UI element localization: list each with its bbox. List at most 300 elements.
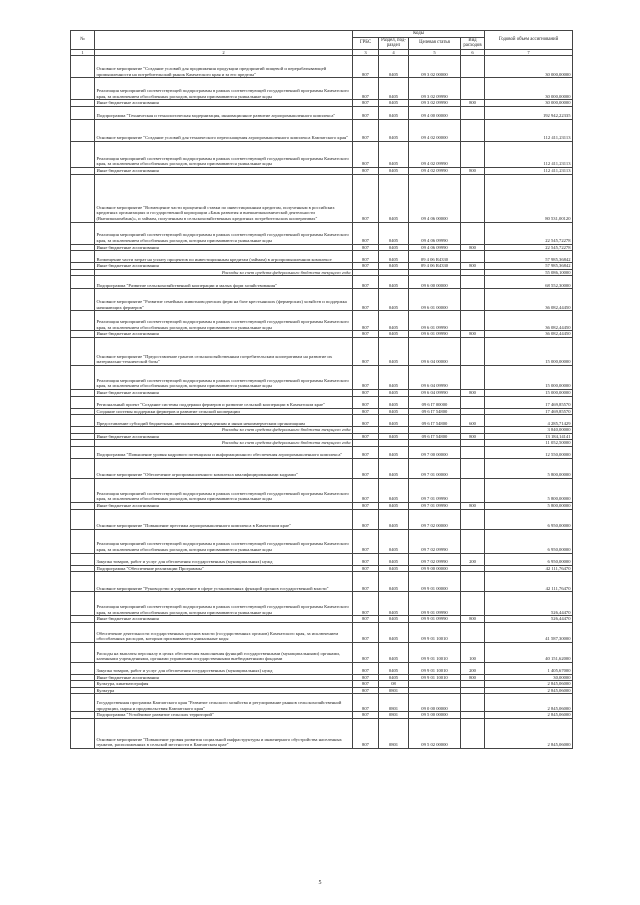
row-vr-cell xyxy=(461,427,485,434)
row-name-cell: Основное мероприятие "Возмещение части процентной ставки по инвестиционным кредитам, полученным в российских кредитных организациях и государственной корпорации «Банк развития и внешнеэкономической деятельности (Внешэкономбанк)», и займам, полученным в сельскохозяйственных кредитных потребительских кооперативах" xyxy=(95,174,353,222)
row-vr-cell xyxy=(461,681,485,688)
page-number: 5 xyxy=(318,880,322,886)
row-csr-cell: 09 6 04 00000 xyxy=(409,337,461,365)
row-name-cell: Расходы за счет средств федерального бюджета текущего года xyxy=(95,269,353,276)
row-csr-cell: 09 6 I7 54800 xyxy=(409,408,461,415)
row-grbs-cell: 807 xyxy=(353,119,379,141)
row-number-cell xyxy=(71,433,95,440)
row-sum-cell: 57 985,36842 xyxy=(485,251,573,263)
row-name-cell: Основное мероприятие "Повышение уровня развития социальной инфраструктуры и инженерного обустройства населенных пунктов, расположенных в сельской местности в Камчатском крае" xyxy=(95,719,353,749)
row-grbs-cell: 807 xyxy=(353,446,379,458)
row-name-cell: Подпрограмма "Развитие сельскохозяйственной кооперации и малых форм хозяйствования" xyxy=(95,276,353,289)
row-vr-cell xyxy=(461,408,485,415)
row-grbs-cell: 807 xyxy=(353,222,379,244)
row-grbs-cell: 807 xyxy=(353,694,379,712)
row-csr-cell: 09 7 01 09990 xyxy=(409,478,461,502)
row-number-cell xyxy=(71,276,95,289)
row-sum-cell: 2 845,06000 xyxy=(485,681,573,688)
row-razdel-cell: 0405 xyxy=(379,622,409,642)
row-grbs-cell: 807 xyxy=(353,106,379,119)
row-sum-cell: 6 950,00000 xyxy=(485,509,573,529)
row-number-cell xyxy=(71,509,95,529)
table-row xyxy=(71,616,573,623)
row-name-cell: Основное мероприятие "Обеспечение агропромышленного комплекса квалифицированными кадрами" xyxy=(95,458,353,478)
row-csr-cell: 09 6 04 09990 xyxy=(409,389,461,396)
row-name-cell: Подпрограмма "Обеспечение реализации Программы" xyxy=(95,565,353,572)
row-grbs-cell: 807 xyxy=(353,100,379,107)
row-csr-cell: 09 6 I7 54800 xyxy=(409,415,461,427)
row-razdel-cell: 0405 xyxy=(379,478,409,502)
row-grbs-cell: 807 xyxy=(353,408,379,415)
row-grbs-cell: 807 xyxy=(353,687,379,694)
row-number-cell xyxy=(71,440,95,447)
table-row xyxy=(71,687,573,694)
row-name-cell: Иные бюджетные ассигнования xyxy=(95,616,353,623)
row-vr-cell xyxy=(461,396,485,408)
row-grbs-cell: 807 xyxy=(353,56,379,78)
index-cell: 5 xyxy=(409,49,461,56)
row-name-cell: Иные бюджетные ассигнования xyxy=(95,674,353,681)
row-name-cell: Иные бюджетные ассигнования xyxy=(95,244,353,251)
row-sum-cell: 15 000,00000 xyxy=(485,389,573,396)
row-razdel-cell: 0405 xyxy=(379,572,409,592)
row-grbs-cell: 807 xyxy=(353,396,379,408)
row-sum-cell: 12 550,00000 xyxy=(485,446,573,458)
row-csr-cell: 09 4 06 00000 xyxy=(409,174,461,222)
row-vr-cell xyxy=(461,289,485,311)
row-csr-cell: 09 4 06 09990 xyxy=(409,222,461,244)
row-grbs-cell: 807 xyxy=(353,433,379,440)
row-number-cell xyxy=(71,502,95,509)
table-row xyxy=(71,642,573,662)
row-sum-cell: 526,44470 xyxy=(485,592,573,616)
table-row xyxy=(71,331,573,338)
row-name-cell: Реализация мероприятий соответствующей подпрограммы в рамках соответствующей государственной программы Камчатского края, за исключением обособленных расходов, которым присваиваются уникальные коды xyxy=(95,311,353,331)
table-row xyxy=(71,502,573,509)
row-vr-cell xyxy=(461,222,485,244)
row-grbs-cell: 807 xyxy=(353,712,379,719)
table-row xyxy=(71,433,573,440)
row-name-cell: Создание системы поддержки фермеров и развитие сельской кооперации xyxy=(95,408,353,415)
row-sum-cell: 4 285,71429 xyxy=(485,415,573,427)
row-csr-cell xyxy=(409,427,461,434)
row-grbs-cell: 807 xyxy=(353,592,379,616)
row-sum-cell: 68 552,30000 xyxy=(485,276,573,289)
row-razdel-cell: 0405 xyxy=(379,502,409,509)
row-vr-cell: 600 xyxy=(461,415,485,427)
row-grbs-cell: 807 xyxy=(353,78,379,100)
row-number-cell xyxy=(71,222,95,244)
table-row xyxy=(71,269,573,276)
row-razdel-cell: 0405 xyxy=(379,106,409,119)
row-vr-cell xyxy=(461,719,485,749)
row-razdel-cell: 0405 xyxy=(379,408,409,415)
table-row xyxy=(71,396,573,408)
row-name-cell: Обеспечение деятельности государственных органов власти (государственных органов) Камчатского края, за исключением обособленных расходов, которым присваиваются уникальные коды xyxy=(95,622,353,642)
row-grbs-cell: 807 xyxy=(353,681,379,688)
row-vr-cell: 800 xyxy=(461,167,485,174)
row-number-cell xyxy=(71,251,95,263)
table-row xyxy=(71,572,573,592)
row-number-cell xyxy=(71,331,95,338)
row-grbs-cell: 807 xyxy=(353,509,379,529)
row-csr-cell: 09 3 02 09990 xyxy=(409,100,461,107)
row-razdel-cell: 0405 xyxy=(379,365,409,389)
row-csr-cell: 09 7 00 00000 xyxy=(409,446,461,458)
row-sum-cell: 5 800,00000 xyxy=(485,502,573,509)
row-sum-cell: 1 405,67000 xyxy=(485,662,573,674)
row-sum-cell: 22 545,72278 xyxy=(485,222,573,244)
row-number-cell xyxy=(71,427,95,434)
row-grbs-cell: 807 xyxy=(353,174,379,222)
row-number-cell xyxy=(71,662,95,674)
row-csr-cell xyxy=(409,687,461,694)
row-vr-cell: 800 xyxy=(461,100,485,107)
table-row xyxy=(71,478,573,502)
row-name-cell: Основное мероприятие "Руководство и управление в сфере установленных функций органов государственной власти" xyxy=(95,572,353,592)
table-row xyxy=(71,365,573,389)
row-number-cell xyxy=(71,572,95,592)
row-grbs-cell xyxy=(353,440,379,447)
row-name-cell: Реализация мероприятий соответствующей подпрограммы в рамках соответствующей государственной программы Камчатского края, за исключением обособленных расходов, которым присваиваются уникальные коды xyxy=(95,78,353,100)
row-name-cell: Подпрограмма "Устойчивое развитие сельских территорий" xyxy=(95,712,353,719)
row-grbs-cell: 807 xyxy=(353,553,379,565)
row-sum-cell: 13 184,14141 xyxy=(485,433,573,440)
row-sum-cell: 112 411,23113 xyxy=(485,119,573,141)
row-razdel-cell: 0405 xyxy=(379,565,409,572)
row-vr-cell xyxy=(461,694,485,712)
row-grbs-cell: 807 xyxy=(353,389,379,396)
row-vr-cell: 800 xyxy=(461,433,485,440)
row-sum-cell: 112 411,23113 xyxy=(485,141,573,167)
row-number-cell xyxy=(71,106,95,119)
row-vr-cell: 800 xyxy=(461,263,485,270)
header-grbs: ГРБС xyxy=(353,37,379,49)
row-razdel-cell: 0405 xyxy=(379,78,409,100)
row-number-cell xyxy=(71,141,95,167)
row-vr-cell xyxy=(461,446,485,458)
row-csr-cell xyxy=(409,269,461,276)
row-grbs-cell: 807 xyxy=(353,331,379,338)
header-codes: Коды xyxy=(353,31,485,38)
row-razdel-cell: 0405 xyxy=(379,167,409,174)
row-razdel-cell: 0405 xyxy=(379,276,409,289)
row-name-cell: Возмещение части затрат на уплату процентов по инвестиционным кредитам (займам) в агропромышленном комплексе xyxy=(95,251,353,263)
table-row xyxy=(71,106,573,119)
row-csr-cell: 09 9 01 09990 xyxy=(409,616,461,623)
row-name-cell: Расходы за счет средств федерального бюджета текущего года xyxy=(95,440,353,447)
row-vr-cell xyxy=(461,78,485,100)
table-row xyxy=(71,565,573,572)
table-row xyxy=(71,553,573,565)
row-grbs-cell xyxy=(353,269,379,276)
row-vr-cell: 200 xyxy=(461,553,485,565)
table-row xyxy=(71,119,573,141)
row-csr-cell: 09 0 00 00000 xyxy=(409,694,461,712)
row-csr-cell: 09 4 02 00000 xyxy=(409,119,461,141)
row-razdel-cell: 0405 xyxy=(379,642,409,662)
row-sum-cell: 192 942,22335 xyxy=(485,106,573,119)
row-vr-cell xyxy=(461,529,485,553)
row-vr-cell xyxy=(461,712,485,719)
row-number-cell xyxy=(71,396,95,408)
table-row xyxy=(71,719,573,749)
row-number-cell xyxy=(71,263,95,270)
row-csr-cell: 09 9 00 00000 xyxy=(409,565,461,572)
row-grbs-cell: 807 xyxy=(353,565,379,572)
row-vr-cell: 800 xyxy=(461,331,485,338)
table-row xyxy=(71,415,573,427)
row-grbs-cell: 807 xyxy=(353,572,379,592)
row-razdel-cell: 0801 xyxy=(379,694,409,712)
row-razdel-cell: 08 xyxy=(379,681,409,688)
row-name-cell: Реализация мероприятий соответствующей подпрограммы в рамках соответствующей государственной программы Камчатского края, за исключением обособленных расходов, которым присваиваются уникальные коды xyxy=(95,592,353,616)
row-name-cell: Реализация мероприятий соответствующей подпрограммы в рамках соответствующей государственной программы Камчатского края, за исключением обособленных расходов, которым присваиваются уникальные коды xyxy=(95,365,353,389)
row-vr-cell xyxy=(461,174,485,222)
row-csr-cell: 09 7 02 09990 xyxy=(409,529,461,553)
row-grbs-cell: 807 xyxy=(353,251,379,263)
row-csr-cell: 09 9 01 00000 xyxy=(409,572,461,592)
row-name-cell: Основное мероприятие "Развитие семейных животноводческих ферм на базе крестьянских (фермерских) хозяйств и поддержка начинающих фермеров" xyxy=(95,289,353,311)
row-razdel-cell: 0405 xyxy=(379,119,409,141)
table-row xyxy=(71,674,573,681)
row-name-cell: Расходы за счет средств федерального бюджета текущего года xyxy=(95,427,353,434)
row-razdel-cell: 0405 xyxy=(379,100,409,107)
row-grbs-cell: 807 xyxy=(353,458,379,478)
row-grbs-cell: 807 xyxy=(353,276,379,289)
row-number-cell xyxy=(71,446,95,458)
budget-table-page xyxy=(70,30,572,749)
row-number-cell xyxy=(71,56,95,78)
row-grbs-cell: 807 xyxy=(353,529,379,553)
row-razdel-cell xyxy=(379,269,409,276)
table-row xyxy=(71,337,573,365)
row-razdel-cell: 0405 xyxy=(379,141,409,167)
row-sum-cell: 5 800,00000 xyxy=(485,478,573,502)
row-vr-cell xyxy=(461,365,485,389)
row-number-cell xyxy=(71,244,95,251)
row-sum-cell: 15 000,00000 xyxy=(485,365,573,389)
row-vr-cell xyxy=(461,572,485,592)
row-vr-cell xyxy=(461,269,485,276)
row-razdel-cell: 0405 xyxy=(379,616,409,623)
row-vr-cell xyxy=(461,592,485,616)
table-row xyxy=(71,622,573,642)
index-cell: 3 xyxy=(353,49,379,56)
row-csr-cell: 09 5 00 00000 xyxy=(409,712,461,719)
row-number-cell xyxy=(71,687,95,694)
row-vr-cell: 800 xyxy=(461,502,485,509)
table-row xyxy=(71,141,573,167)
row-name-cell: Иные бюджетные ассигнования xyxy=(95,433,353,440)
row-csr-cell: 09 6 00 00000 xyxy=(409,276,461,289)
table-row xyxy=(71,509,573,529)
row-name-cell: Подпрограмма "Техническая и технологическая модернизация, инновационное развитие агропромышленного комплекса" xyxy=(95,106,353,119)
row-vr-cell: 800 xyxy=(461,674,485,681)
table-row xyxy=(71,712,573,719)
row-name-cell: Основное мероприятие "Создание условий для технического переоснащения агропромышленного комплекса Камчатского края" xyxy=(95,119,353,141)
row-number-cell xyxy=(71,167,95,174)
row-name-cell: Реализация мероприятий соответствующей подпрограммы в рамках соответствующей государственной программы Камчатского края, за исключением обособленных расходов, которым присваиваются уникальные коды xyxy=(95,529,353,553)
row-name-cell: Реализация мероприятий соответствующей подпрограммы в рамках соответствующей государственной программы Камчатского края, за исключением обособленных расходов, которым присваиваются уникальные коды xyxy=(95,222,353,244)
table-row xyxy=(71,389,573,396)
row-razdel-cell: 0405 xyxy=(379,396,409,408)
row-razdel-cell: 0405 xyxy=(379,311,409,331)
table-row xyxy=(71,440,573,447)
row-razdel-cell: 0405 xyxy=(379,592,409,616)
table-row xyxy=(71,167,573,174)
table-row xyxy=(71,56,573,78)
row-number-cell xyxy=(71,681,95,688)
row-grbs-cell: 807 xyxy=(353,642,379,662)
row-vr-cell xyxy=(461,478,485,502)
row-vr-cell xyxy=(461,509,485,529)
row-sum-cell: 36 082,44450 xyxy=(485,289,573,311)
row-csr-cell: 09 6 01 09990 xyxy=(409,311,461,331)
row-razdel-cell: 0405 xyxy=(379,337,409,365)
row-number-cell xyxy=(71,408,95,415)
row-razdel-cell: 0801 xyxy=(379,687,409,694)
row-razdel-cell: 0801 xyxy=(379,712,409,719)
index-cell: 2 xyxy=(95,49,353,56)
row-vr-cell xyxy=(461,440,485,447)
row-csr-cell: 09 7 02 09990 xyxy=(409,553,461,565)
row-sum-cell: 36 082,44450 xyxy=(485,311,573,331)
row-grbs-cell: 807 xyxy=(353,263,379,270)
row-sum-cell: 3 840,00000 xyxy=(485,427,573,434)
row-name-cell: Реализация мероприятий соответствующей подпрограммы в рамках соответствующей государственной программы Камчатского края, за исключением обособленных расходов, которым присваиваются уникальные коды xyxy=(95,141,353,167)
row-razdel-cell: 0405 xyxy=(379,56,409,78)
row-number-cell xyxy=(71,78,95,100)
row-sum-cell: 80 531,00120 xyxy=(485,174,573,222)
table-body xyxy=(71,56,573,749)
row-sum-cell: 2 845,06000 xyxy=(485,694,573,712)
row-razdel-cell: 0405 xyxy=(379,446,409,458)
row-vr-cell xyxy=(461,565,485,572)
row-csr-cell: 09 9 01 10010 xyxy=(409,662,461,674)
row-razdel-cell: 0405 xyxy=(379,174,409,222)
index-cell: 4 xyxy=(379,49,409,56)
row-sum-cell: 57 985,36842 xyxy=(485,263,573,270)
row-number-cell xyxy=(71,712,95,719)
row-name-cell: Иные бюджетные ассигнования xyxy=(95,100,353,107)
row-vr-cell: 200 xyxy=(461,662,485,674)
row-csr-cell: 09 9 01 09990 xyxy=(409,592,461,616)
row-razdel-cell: 0405 xyxy=(379,415,409,427)
row-vr-cell xyxy=(461,458,485,478)
table-row xyxy=(71,263,573,270)
header-vr: Вид расходов xyxy=(461,37,485,49)
header-razdel: Раздел, под-раздел xyxy=(379,37,409,49)
row-name-cell: Закупка товаров, работ и услуг для обеспечения государственных (муниципальных) нужд xyxy=(95,662,353,674)
row-csr-cell: 09 6 01 09990 xyxy=(409,331,461,338)
row-vr-cell: 800 xyxy=(461,244,485,251)
row-sum-cell: 30 000,00000 xyxy=(485,78,573,100)
row-grbs-cell: 807 xyxy=(353,622,379,642)
row-csr-cell: 09 3 02 00000 xyxy=(409,56,461,78)
row-name-cell: Иные бюджетные ассигнования xyxy=(95,389,353,396)
table-row xyxy=(71,662,573,674)
row-sum-cell: 30 000,00000 xyxy=(485,56,573,78)
row-grbs-cell: 807 xyxy=(353,337,379,365)
row-sum-cell: 526,44470 xyxy=(485,616,573,623)
row-sum-cell: 36 082,44450 xyxy=(485,331,573,338)
row-grbs-cell: 807 xyxy=(353,141,379,167)
row-csr-cell: 09 4 02 09990 xyxy=(409,167,461,174)
header-sum: Годовой объем ассигнований xyxy=(485,31,573,50)
row-grbs-cell: 807 xyxy=(353,244,379,251)
row-name-cell: Государственная программа Камчатского края "Развитие сельского хозяйства и регулирование рынков сельскохозяйственной продукции, сырья и продовольствия Камчатского края" xyxy=(95,694,353,712)
row-razdel-cell: 0405 xyxy=(379,331,409,338)
row-name-cell: Культура, кинематография xyxy=(95,681,353,688)
row-csr-cell: 09 6 04 09990 xyxy=(409,365,461,389)
row-sum-cell: 17 469,85570 xyxy=(485,396,573,408)
row-csr-cell: 09 7 01 09990 xyxy=(409,502,461,509)
row-csr-cell xyxy=(409,681,461,688)
table-row xyxy=(71,289,573,311)
row-name-cell: Иные бюджетные ассигнования xyxy=(95,263,353,270)
row-csr-cell: 09 4 02 09990 xyxy=(409,141,461,167)
header-index-row xyxy=(71,49,573,56)
row-name-cell: Расходы на выплаты персоналу в целях обеспечения выполнения функций государственными (муниципальными) органами, казенными учреждениями, органами управления государственными внебюджетными фондами xyxy=(95,642,353,662)
row-sum-cell: 42 111,76470 xyxy=(485,572,573,592)
row-sum-cell: 30,00000 xyxy=(485,674,573,681)
row-csr-cell: 09 7 02 00000 xyxy=(409,509,461,529)
row-name-cell: Региональный проект "Создание системы поддержки фермеров и развитие сельской кооперации в Камчатском крае" xyxy=(95,396,353,408)
row-razdel-cell: 0405 xyxy=(379,529,409,553)
table-row xyxy=(71,427,573,434)
row-number-cell xyxy=(71,174,95,222)
header-name xyxy=(95,31,353,50)
row-name-cell: Иные бюджетные ассигнования xyxy=(95,331,353,338)
row-vr-cell xyxy=(461,687,485,694)
row-csr-cell: 09 9 01 10010 xyxy=(409,674,461,681)
table-row xyxy=(71,681,573,688)
index-cell: 7 xyxy=(485,49,573,56)
row-vr-cell xyxy=(461,119,485,141)
table-row xyxy=(71,244,573,251)
row-sum-cell: 30 000,00000 xyxy=(485,100,573,107)
row-name-cell: Иные бюджетные ассигнования xyxy=(95,167,353,174)
row-number-cell xyxy=(71,365,95,389)
row-name-cell: Основное мероприятие "Создание условий для продвижения продукции предприятий пищевой и перерабатывающей промышленности на потребительский рынок Камчатского края и за его пределы" xyxy=(95,56,353,78)
row-grbs-cell: 807 xyxy=(353,311,379,331)
index-cell: 1 xyxy=(71,49,95,56)
row-number-cell xyxy=(71,269,95,276)
row-vr-cell xyxy=(461,106,485,119)
row-csr-cell xyxy=(409,440,461,447)
row-number-cell xyxy=(71,478,95,502)
row-number-cell xyxy=(71,415,95,427)
row-sum-cell: 15 000,00000 xyxy=(485,337,573,365)
row-grbs-cell: 807 xyxy=(353,167,379,174)
row-sum-cell: 112 411,23113 xyxy=(485,167,573,174)
table-row xyxy=(71,174,573,222)
row-razdel-cell: 0405 xyxy=(379,458,409,478)
row-csr-cell: 09 6 01 00000 xyxy=(409,289,461,311)
header-csr: Целевая статья xyxy=(409,37,461,49)
table-row xyxy=(71,276,573,289)
row-vr-cell: 800 xyxy=(461,616,485,623)
row-number-cell xyxy=(71,565,95,572)
row-grbs-cell: 807 xyxy=(353,719,379,749)
row-grbs-cell xyxy=(353,427,379,434)
row-number-cell xyxy=(71,337,95,365)
row-sum-cell: 2 845,06000 xyxy=(485,687,573,694)
row-sum-cell: 6 950,00000 xyxy=(485,553,573,565)
row-number-cell xyxy=(71,119,95,141)
row-grbs-cell: 807 xyxy=(353,674,379,681)
